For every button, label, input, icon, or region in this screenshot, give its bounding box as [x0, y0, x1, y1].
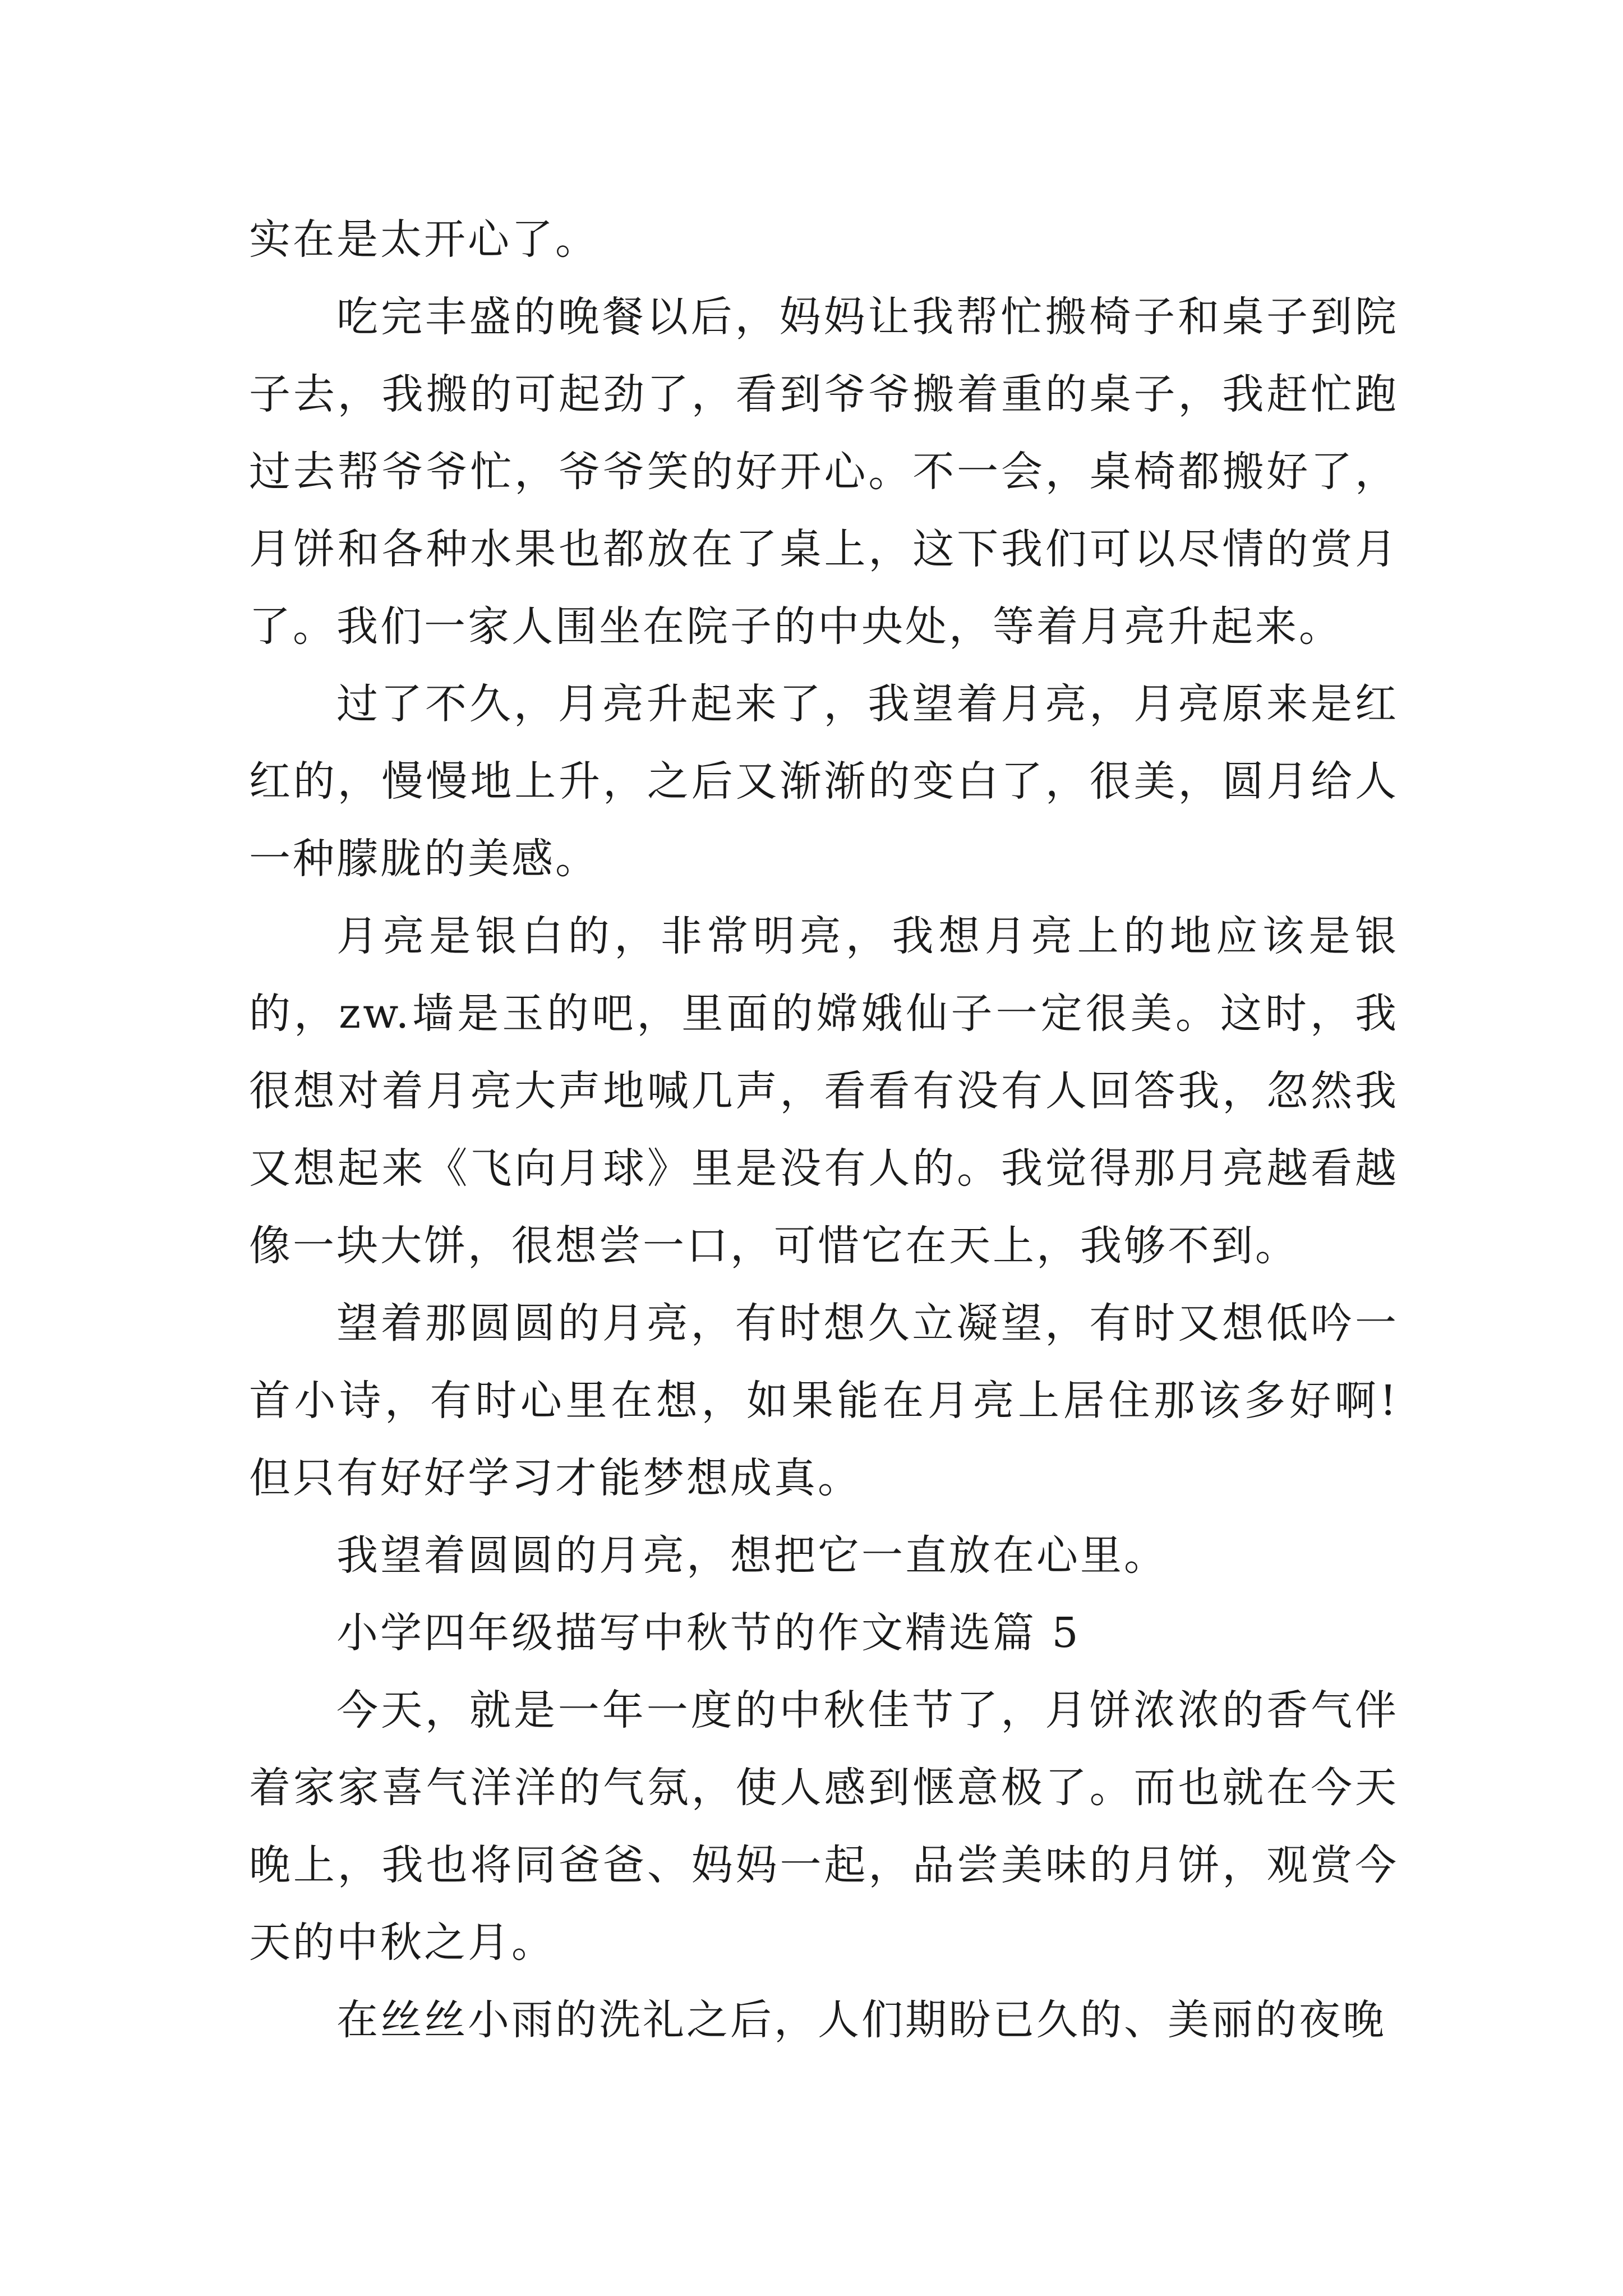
paragraph-8: 在丝丝小雨的洗礼之后，人们期盼已久的、美丽的夜晚 [336, 1996, 1386, 2044]
paragraph-4: 月亮是银白的，非常明亮，我想月亮上的地应该是银的，zw.墙是玉的吧，里面的嫦娥仙子一定很美。这时，我很想对着月亮大声地喊几声，看看有没有人回答我，忽然我又想起来《飞向月球》里是没有人的。我觉得那月亮越看越像一块大饼，很想尝一口，可惜它在天上，我够不到。 [249, 912, 1399, 1270]
paragraph-7: 今天，就是一年一度的中秋佳节了，月饼浓浓的香气伴着家家喜气洋洋的气氛，使人感到惬意极了。而也就在今天晚上，我也将同爸爸、妈妈一起，品尝美味的月饼，观赏今天的中秋之月。 [249, 1686, 1399, 1967]
section-heading: 小学四年级描写中秋节的作文精选篇 5 [336, 1609, 1081, 1657]
paragraph-1: 实在是太开心了。 [249, 215, 599, 264]
paragraph-3: 过了不久，月亮升起来了，我望着月亮，月亮原来是红红的，慢慢地上升，之后又渐渐的变白了，很美，圆月给人一种朦胧的美感。 [249, 680, 1399, 883]
paragraph-2: 吃完丰盛的晚餐以后，妈妈让我帮忙搬椅子和桌子到院子去，我搬的可起劲了，看到爷爷搬着重的桌子，我赶忙跑过去帮爷爷忙，爷爷笑的好开心。不一会，桌椅都搬好了，月饼和各种水果也都放在了桌上，这下我们可以尽情的赏月了。我们一家人围坐在院子的中央处，等着月亮升起来。 [249, 293, 1399, 651]
paragraph-6: 我望着圆圆的月亮，想把它一直放在心里。 [336, 1531, 1168, 1580]
essay-body [249, 201, 1399, 2059]
paragraph-5: 望着那圆圆的月亮，有时想久立凝望，有时又想低吟一首小诗，有时心里在想，如果能在月亮上居住那该多好啊!但只有好好学习才能梦想成真。 [249, 1299, 1399, 1502]
